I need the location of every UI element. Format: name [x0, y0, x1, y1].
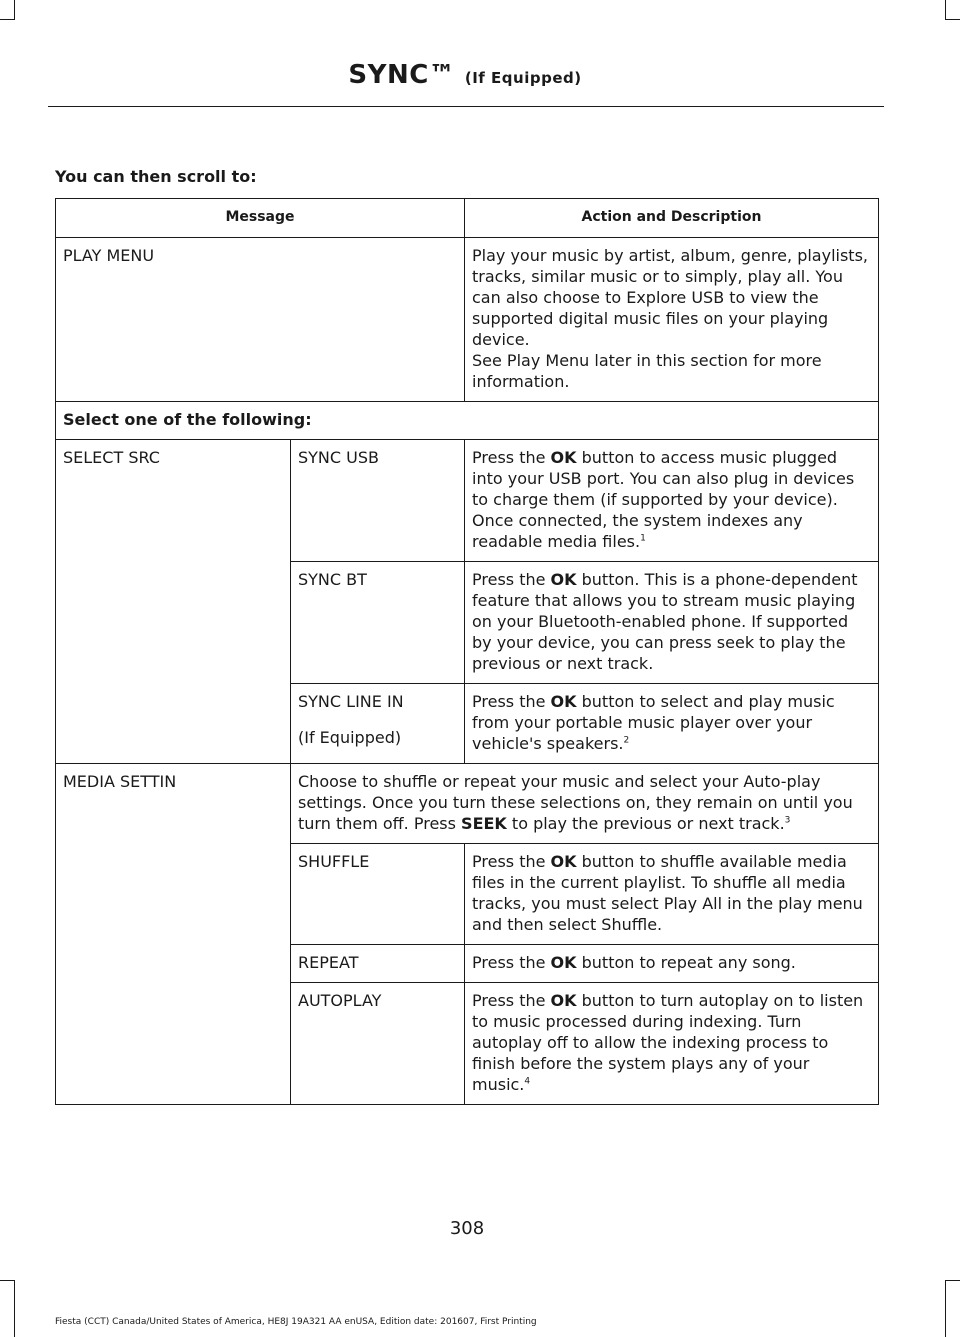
action-text: button to select and play music from your portable music player over your vehicle's speakers. — [472, 692, 835, 753]
header-subtitle: (If Equipped) — [464, 69, 582, 87]
ok-label: OK — [550, 991, 577, 1010]
header-message: Message — [56, 199, 465, 238]
action-text: button to shuffle available media files in the current playlist. To shuffle all media tracks, you must select Play All in the play menu and then select Shuffle. — [472, 852, 863, 934]
action-cell — [465, 983, 879, 1105]
description-text: See Play Menu later in this section for more information. — [472, 351, 822, 391]
action-text: Press the — [472, 448, 551, 467]
option-note: (If Equipped) — [298, 728, 402, 747]
crop-mark — [0, 19, 15, 20]
header-action: Action and Description — [465, 199, 879, 238]
action-text: button to repeat any song. — [576, 953, 796, 972]
footnote-ref: 3 — [784, 815, 791, 826]
action-cell — [465, 684, 879, 764]
action-text: button. This is a phone-dependent feature that allows you to stream music playing on your Bluetooth-enabled phone. If supported by your device, you can press seek to play the previous or next track. — [472, 570, 858, 673]
header-title: SYNC™ — [348, 60, 456, 90]
action-cell — [465, 238, 879, 402]
page-header — [0, 60, 930, 90]
option-cell: SYNC USB — [291, 440, 465, 562]
ok-label: OK — [550, 953, 577, 972]
option-cell: SYNC BT — [291, 562, 465, 684]
crop-mark — [945, 19, 960, 20]
table-row — [56, 238, 879, 402]
crop-mark — [945, 1280, 960, 1281]
message-cell: SELECT SRC — [56, 440, 291, 764]
action-cell — [291, 764, 879, 844]
section-heading: Select one of the following: — [56, 402, 879, 440]
crop-mark — [14, 0, 15, 20]
crop-mark — [945, 1280, 946, 1337]
option-cell: REPEAT — [291, 945, 465, 983]
action-cell — [465, 945, 879, 983]
page-number: 308 — [449, 1218, 485, 1239]
ok-label: OK — [550, 448, 577, 467]
option-cell — [291, 684, 465, 764]
message-cell: MEDIA SETTIN — [56, 764, 291, 1105]
ok-label: OK — [550, 692, 577, 711]
seek-label: SEEK — [461, 814, 507, 833]
action-cell — [465, 440, 879, 562]
action-cell — [465, 562, 879, 684]
intro-text: You can then scroll to: — [55, 167, 257, 186]
footer-text: Fiesta (CCT) Canada/United States of America, HE8J 19A321 AA enUSA, Edition date: 201607, First Printing — [55, 1317, 537, 1327]
option-cell: SHUFFLE — [291, 844, 465, 945]
table-row — [56, 402, 879, 440]
action-text: Press the — [472, 991, 551, 1010]
footnote-ref: 2 — [623, 735, 630, 746]
table-row — [56, 440, 879, 562]
action-text: Press the — [472, 852, 551, 871]
action-text: Press the — [472, 953, 551, 972]
action-text: Choose to shuffle or repeat your music and select your Auto-play settings. Once you turn these selections on, they remain on until you turn them off. Press — [298, 772, 853, 833]
crop-mark — [945, 0, 946, 20]
ok-label: OK — [550, 570, 577, 589]
crop-mark — [0, 1280, 15, 1281]
description-text: Play your music by artist, album, genre, playlists, tracks, similar music or to simply, play all. You can also choose to Explore USB to view the supported digital music files on your playing device. — [472, 246, 868, 349]
table-row — [56, 764, 879, 844]
action-text: button to access music plugged into your USB port. You can also plug in devices to charge them (if supported by your device). Once connected, the system indexes any readable media files. — [472, 448, 855, 551]
action-text: Press the — [472, 692, 551, 711]
option-label: SYNC LINE IN — [298, 692, 404, 711]
action-text: to play the previous or next track. — [506, 814, 785, 833]
action-text: Press the — [472, 570, 551, 589]
table-header-row — [56, 199, 879, 238]
action-cell — [465, 844, 879, 945]
footnote-ref: 4 — [524, 1076, 531, 1087]
ok-label: OK — [550, 852, 577, 871]
footnote-ref: 1 — [640, 533, 646, 544]
sync-menu-table — [55, 198, 879, 1105]
action-text: button to turn autoplay on to listen to music processed during indexing. Turn autoplay off to allow the indexing process to finish before the system plays any of your music. — [472, 991, 864, 1094]
crop-mark — [14, 1280, 15, 1337]
header-divider — [48, 106, 884, 107]
message-cell: PLAY MENU — [56, 238, 465, 402]
option-cell: AUTOPLAY — [291, 983, 465, 1105]
